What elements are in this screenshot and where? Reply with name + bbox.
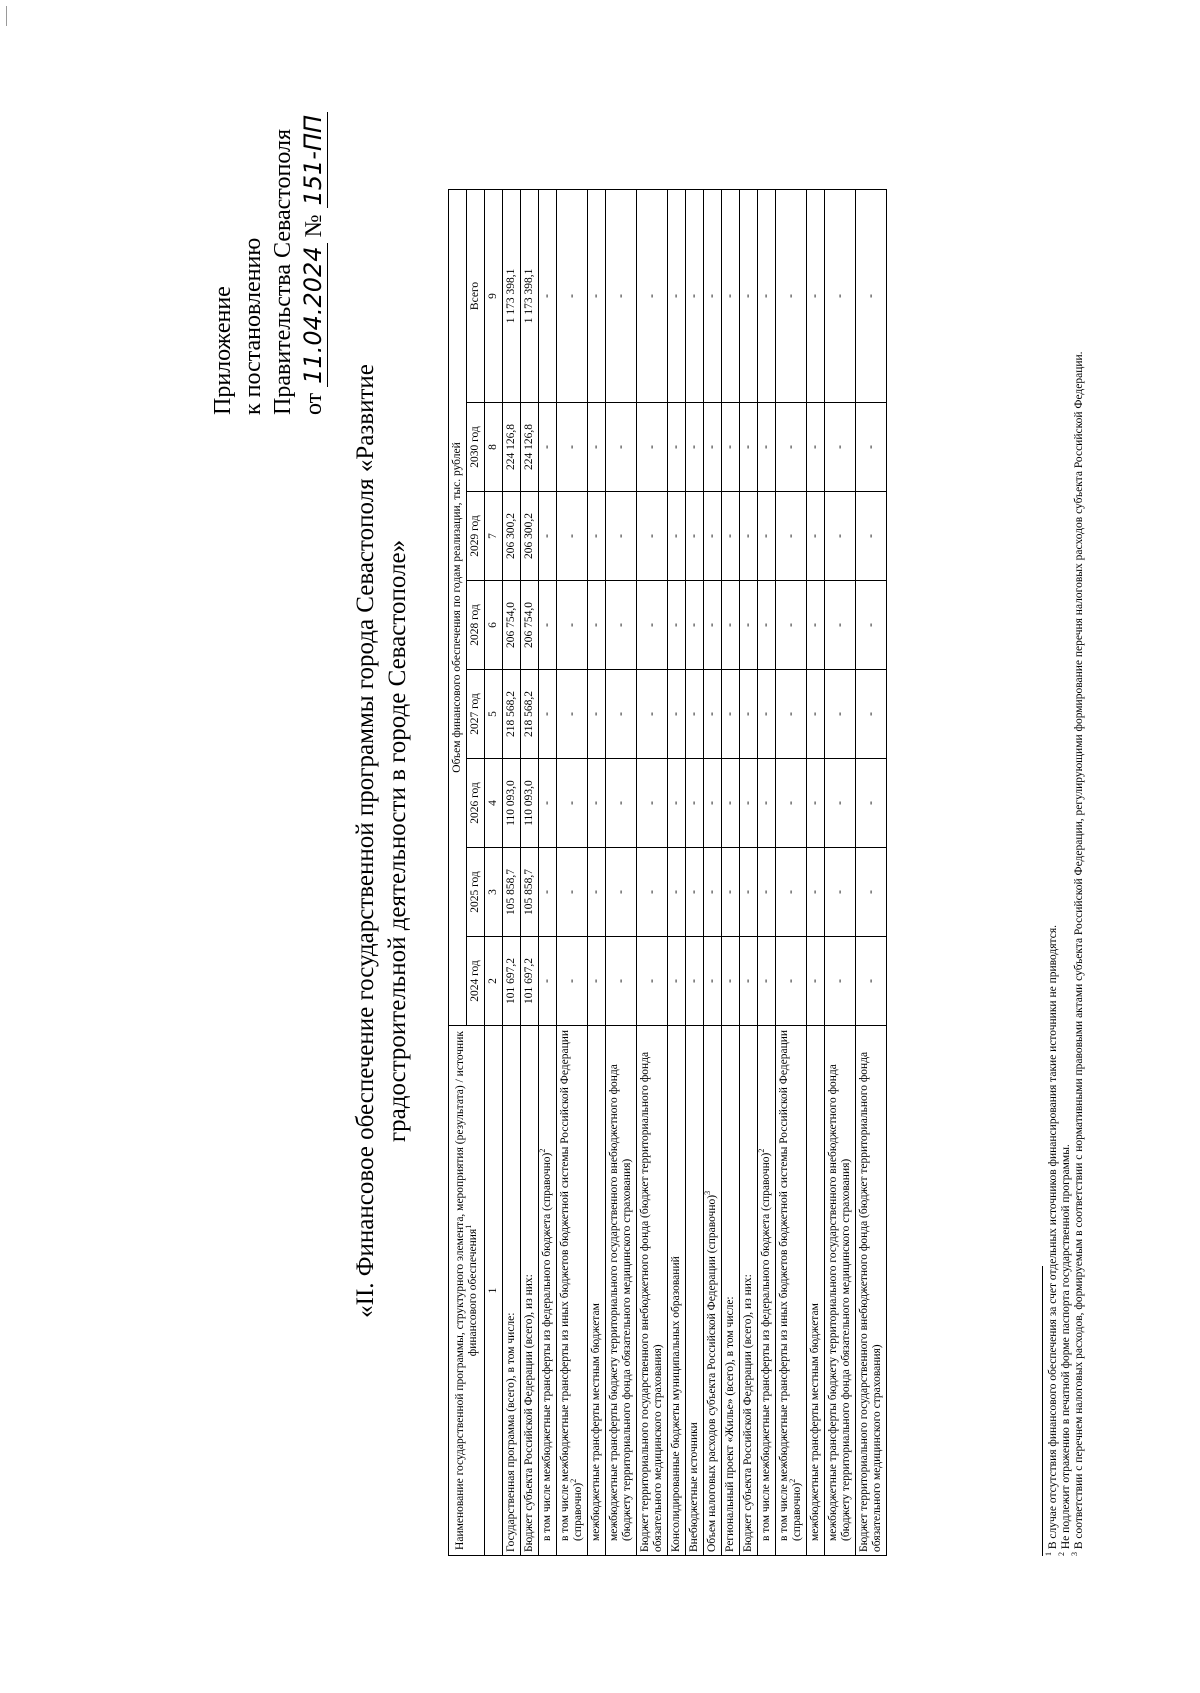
value-cell: - [557, 670, 588, 759]
row-name-cell [557, 1026, 588, 1556]
value-cell: - [637, 492, 668, 581]
value-cell: - [825, 403, 856, 492]
footnote-ref: 2 [757, 1148, 767, 1153]
value-cell: 101 697,2 [503, 937, 521, 1026]
table-row [758, 189, 776, 1555]
header-name-column: Наименование государственной программы, структурного элемента, мероприятия (результата) / источник финансового обеспечения$^1$ [449, 1026, 485, 1556]
appendix-line-3: Правительства Севастополя [270, 128, 296, 415]
value-cell: - [825, 492, 856, 581]
value-cell: 110 093,0 [521, 759, 539, 848]
value-cell: - [539, 670, 557, 759]
value-cell: - [704, 581, 722, 670]
value-cell: - [606, 403, 637, 492]
date-prefix: от [301, 392, 327, 415]
value-cell: - [668, 670, 686, 759]
value-cell: - [740, 670, 758, 759]
row-name-text: в том числе межбюджетные трансферты из федерального бюджета (справочно) [541, 1152, 553, 1541]
header-year-cell: 2028 год [467, 581, 485, 670]
row-name-text: Региональный проект «Жилье» (всего), в том числе: [724, 1296, 736, 1552]
value-cell: - [668, 189, 686, 402]
value-cell: - [637, 937, 668, 1026]
value-cell: - [557, 937, 588, 1026]
value-cell: - [807, 492, 825, 581]
value-cell: - [825, 759, 856, 848]
row-name-cell [606, 1026, 637, 1556]
row-name-cell [856, 1026, 887, 1556]
value-cell: - [637, 189, 668, 402]
column-number-cell: 1 [485, 1026, 503, 1556]
value-cell: - [539, 403, 557, 492]
value-cell: - [722, 937, 740, 1026]
value-cell: - [758, 759, 776, 848]
document-title [350, 241, 414, 1441]
footnote-mark: 2 [1057, 1552, 1067, 1556]
row-name-text: межбюджетные трансферты местным бюджетам [809, 1303, 821, 1541]
value-cell: - [637, 848, 668, 937]
value-cell: - [686, 581, 704, 670]
column-number-cell: 7 [485, 492, 503, 581]
table-row [704, 189, 722, 1555]
value-cell: - [637, 403, 668, 492]
value-cell: - [758, 403, 776, 492]
footnote-text: В случае отсутствия финансового обеспечения за счет отдельных источников финансирования такие источники не приводятся. [1047, 925, 1059, 1552]
row-name-text: Внебюджетные источники [688, 1422, 700, 1552]
row-name-text: межбюджетные трансферты бюджету территориального государственного внебюджетного фонда (бюджету территориального фонда обязательного медицинского страхования) [827, 1064, 852, 1541]
value-cell: 1 173 398,1 [503, 189, 521, 402]
financing-table [448, 189, 887, 1556]
row-name-text: Бюджет территориального государственного внебюджетного фонда (бюджет территориального фонда обязательного медицинского страхования) [858, 1051, 883, 1552]
value-cell: - [758, 848, 776, 937]
value-cell: - [776, 759, 807, 848]
table-row [539, 189, 557, 1555]
value-cell: - [668, 581, 686, 670]
table-row [637, 189, 668, 1555]
table-row [606, 189, 637, 1555]
value-cell: - [758, 581, 776, 670]
value-cell: - [807, 189, 825, 402]
value-cell: - [637, 759, 668, 848]
row-name-cell [503, 1026, 521, 1556]
title-line-1: «II. Финансовое обеспечение государственной программы города Севастополя «Развитие [352, 364, 379, 1318]
table-row [776, 189, 807, 1555]
value-cell: - [539, 189, 557, 402]
value-cell: - [807, 581, 825, 670]
row-name-text: Объем налоговых расходов субъекта Российской Федерации (справочно) [706, 1194, 718, 1552]
footnote-mark: 3 [1070, 1552, 1080, 1556]
column-numbers-row [485, 189, 503, 1555]
header-year-cell: 2025 год [467, 848, 485, 937]
row-name-cell [807, 1026, 825, 1556]
value-cell: 206 300,2 [503, 492, 521, 581]
value-cell: - [606, 759, 637, 848]
value-cell: - [807, 848, 825, 937]
value-cell: - [637, 581, 668, 670]
footnote-ref: 3 [703, 1190, 713, 1195]
header-year-cell: 2026 год [467, 759, 485, 848]
value-cell: 206 754,0 [521, 581, 539, 670]
value-cell: - [588, 759, 606, 848]
value-cell: - [740, 189, 758, 402]
value-cell: - [704, 937, 722, 1026]
footnote-ref: 2 [538, 1148, 548, 1153]
header-funding-volume: Объем финансового обеспечения по годам реализации, тыс. рублей [449, 189, 467, 1025]
value-cell: - [740, 581, 758, 670]
table-row [856, 189, 887, 1555]
row-name-cell [722, 1026, 740, 1556]
value-cell: - [606, 670, 637, 759]
value-cell: 224 126,8 [521, 403, 539, 492]
row-name-cell [637, 1026, 668, 1556]
column-number-cell: 4 [485, 759, 503, 848]
row-name-cell [668, 1026, 686, 1556]
value-cell: - [825, 581, 856, 670]
header-year-cell: 2030 год [467, 403, 485, 492]
value-cell: - [807, 670, 825, 759]
value-cell: - [606, 848, 637, 937]
row-name-text: Бюджет субъекта Российской Федерации (всего), из них: [742, 1274, 754, 1552]
value-cell: - [686, 492, 704, 581]
value-cell: - [606, 492, 637, 581]
value-cell: - [776, 581, 807, 670]
value-cell: - [776, 848, 807, 937]
value-cell: - [722, 403, 740, 492]
column-number-cell: 3 [485, 848, 503, 937]
value-cell: - [856, 670, 887, 759]
footnote-item [1070, 136, 1086, 1556]
value-cell: - [807, 937, 825, 1026]
value-cell: 206 300,2 [521, 492, 539, 581]
row-name-text: в том числе межбюджетные трансферты из иных бюджетов бюджетной системы Российской Федерации (справочно) [559, 1029, 584, 1541]
footnote-text: В соответствии с перечнем налоговых расходов, формируемым в соответствии с нормативными правовыми актами субъекта Российской Федерации, регулирующими формирование перечня налоговых расходов субъекта Российской Федерации. [1073, 351, 1085, 1552]
value-cell: - [722, 848, 740, 937]
value-cell: - [704, 403, 722, 492]
value-cell: - [704, 189, 722, 402]
appendix-date-line [298, 112, 329, 415]
value-cell: 105 858,7 [521, 848, 539, 937]
table-row [807, 189, 825, 1555]
value-cell: - [557, 189, 588, 402]
value-cell: - [557, 759, 588, 848]
number-prefix: № [301, 214, 327, 238]
value-cell: - [776, 189, 807, 402]
footnote-item [1044, 136, 1060, 1556]
value-cell: - [856, 759, 887, 848]
value-cell: - [758, 492, 776, 581]
value-cell: - [686, 759, 704, 848]
value-cell: - [539, 581, 557, 670]
row-name-cell [740, 1026, 758, 1556]
table-row [686, 189, 704, 1555]
value-cell: - [807, 759, 825, 848]
header-year-cell: 2024 год [467, 937, 485, 1026]
value-cell: - [668, 937, 686, 1026]
footnote-ref: 2 [788, 1478, 798, 1483]
table-row [521, 189, 539, 1555]
appendix-header [208, 112, 329, 415]
value-cell: - [606, 581, 637, 670]
footnotes [1042, 136, 1086, 1556]
appendix-line-2: к постановлению [240, 237, 266, 415]
handwritten-date: 11.04.2024 [299, 243, 328, 386]
value-cell: - [740, 848, 758, 937]
table-body [503, 189, 887, 1555]
value-cell: - [588, 937, 606, 1026]
footnote-text: Не подлежит отражению в печатной форме паспорта государственной программы. [1060, 1144, 1072, 1552]
footnote-mark: 1 [1044, 1552, 1054, 1556]
table-row [722, 189, 740, 1555]
value-cell: - [588, 848, 606, 937]
value-cell: - [856, 189, 887, 402]
value-cell: - [758, 670, 776, 759]
value-cell: - [722, 670, 740, 759]
row-name-cell [686, 1026, 704, 1556]
value-cell: - [825, 670, 856, 759]
value-cell: - [740, 759, 758, 848]
table-row [588, 189, 606, 1555]
value-cell: - [825, 848, 856, 937]
value-cell: - [668, 492, 686, 581]
value-cell: - [776, 492, 807, 581]
value-cell: - [557, 848, 588, 937]
footnote-separator [1042, 1266, 1043, 1556]
value-cell: - [825, 189, 856, 402]
value-cell: - [557, 492, 588, 581]
value-cell: - [704, 670, 722, 759]
row-name-text: межбюджетные трансферты местным бюджетам [590, 1303, 602, 1541]
row-name-text: Бюджет субъекта Российской Федерации (всего), из них: [523, 1274, 535, 1552]
column-number-cell: 5 [485, 670, 503, 759]
value-cell: - [776, 937, 807, 1026]
value-cell: 218 568,2 [503, 670, 521, 759]
value-cell: - [588, 403, 606, 492]
row-name-text: межбюджетные трансферты бюджету территориального государственного внебюджетного фонда (бюджету территориального фонда обязательного медицинского страхования) [608, 1064, 633, 1541]
row-name-cell [521, 1026, 539, 1556]
value-cell: - [668, 759, 686, 848]
value-cell: - [856, 937, 887, 1026]
value-cell: - [557, 581, 588, 670]
row-name-text: в том числе межбюджетные трансферты из иных бюджетов бюджетной системы Российской Федерации (справочно) [778, 1029, 803, 1541]
value-cell: - [588, 670, 606, 759]
value-cell: 110 093,0 [503, 759, 521, 848]
value-cell: - [539, 759, 557, 848]
footnote-ref: 2 [569, 1478, 579, 1483]
value-cell: - [758, 937, 776, 1026]
value-cell: 218 568,2 [521, 670, 539, 759]
value-cell: - [722, 189, 740, 402]
value-cell: 224 126,8 [503, 403, 521, 492]
row-name-text: в том числе межбюджетные трансферты из федерального бюджета (справочно) [760, 1152, 772, 1541]
value-cell: - [557, 403, 588, 492]
value-cell: - [686, 189, 704, 402]
value-cell: - [825, 937, 856, 1026]
value-cell: 206 754,0 [503, 581, 521, 670]
value-cell: - [704, 492, 722, 581]
value-cell: - [856, 581, 887, 670]
header-year-cell: 2027 год [467, 670, 485, 759]
value-cell: - [807, 403, 825, 492]
value-cell: - [704, 759, 722, 848]
value-cell: - [722, 581, 740, 670]
value-cell: - [668, 403, 686, 492]
value-cell: - [740, 403, 758, 492]
value-cell: - [740, 492, 758, 581]
row-name-cell [588, 1026, 606, 1556]
table-row [503, 189, 521, 1555]
value-cell: 101 697,2 [521, 937, 539, 1026]
value-cell: - [722, 492, 740, 581]
footnote-list [1044, 136, 1086, 1556]
row-name-cell [539, 1026, 557, 1556]
value-cell: - [856, 403, 887, 492]
value-cell: - [588, 492, 606, 581]
table-row [825, 189, 856, 1555]
value-cell: - [539, 848, 557, 937]
column-number-cell: 8 [485, 403, 503, 492]
column-number-cell: 6 [485, 581, 503, 670]
title-line-2: градостроительной деятельности в городе Севастополе» [384, 539, 411, 1143]
value-cell: - [704, 848, 722, 937]
header-year-cell: 2029 год [467, 492, 485, 581]
value-cell: - [588, 581, 606, 670]
value-cell: - [758, 189, 776, 402]
value-cell: - [668, 848, 686, 937]
row-name-text: Бюджет территориального государственного внебюджетного фонда (бюджет территориального фонда обязательного медицинского страхования) [639, 1051, 664, 1552]
handwritten-number: 151-ПП [299, 112, 328, 209]
value-cell: - [606, 189, 637, 402]
value-cell: 1 173 398,1 [521, 189, 539, 402]
row-name-cell [776, 1026, 807, 1556]
column-number-cell: 9 [485, 189, 503, 402]
value-cell: - [539, 492, 557, 581]
value-cell: - [606, 937, 637, 1026]
table-row [668, 189, 686, 1555]
value-cell: - [776, 403, 807, 492]
value-cell: - [637, 670, 668, 759]
table-row [740, 189, 758, 1555]
value-cell: - [740, 937, 758, 1026]
header-year-cell: Всего [467, 189, 485, 402]
row-name-cell [704, 1026, 722, 1556]
appendix-line-1: Приложение [210, 286, 236, 415]
value-cell: - [856, 492, 887, 581]
table-row [557, 189, 588, 1555]
value-cell: - [686, 937, 704, 1026]
value-cell: - [588, 189, 606, 402]
row-name-text: Консолидированные бюджеты муниципальных образований [670, 1256, 682, 1552]
value-cell: - [686, 848, 704, 937]
row-name-cell [758, 1026, 776, 1556]
value-cell: - [686, 670, 704, 759]
row-name-cell [825, 1026, 856, 1556]
value-cell: - [776, 670, 807, 759]
value-cell: - [539, 937, 557, 1026]
value-cell: - [856, 848, 887, 937]
footnote-item [1057, 136, 1073, 1556]
value-cell: - [686, 403, 704, 492]
row-name-text: Государственная программа (всего), в том числе: [505, 1312, 517, 1552]
value-cell: - [722, 759, 740, 848]
value-cell: 105 858,7 [503, 848, 521, 937]
column-number-cell: 2 [485, 937, 503, 1026]
